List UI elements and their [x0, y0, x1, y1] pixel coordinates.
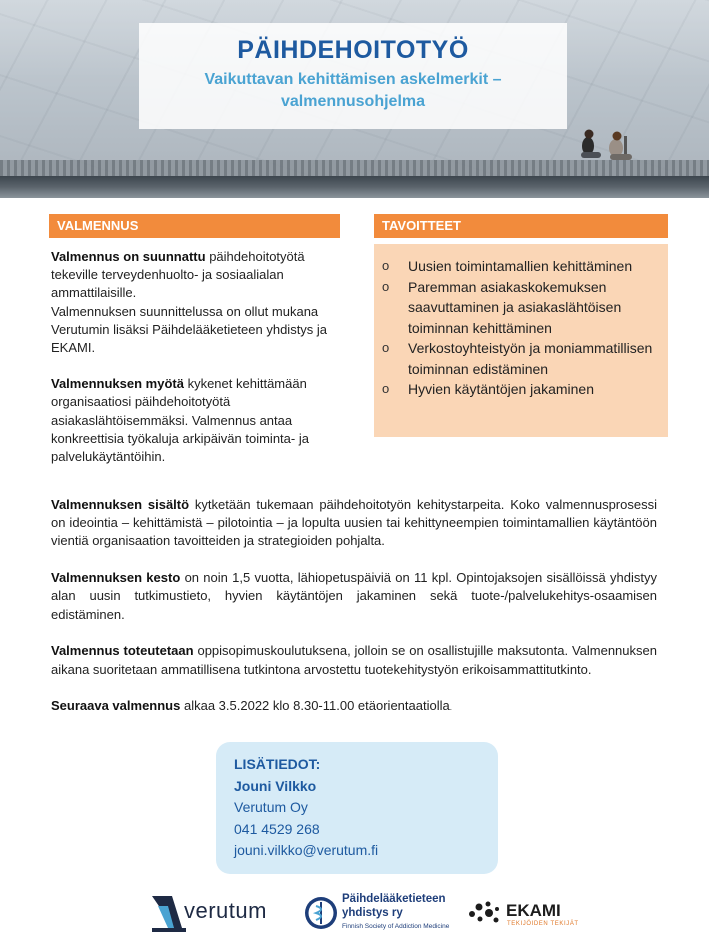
section-header-tavoitteet: TAVOITTEET — [374, 214, 668, 238]
contact-box — [216, 742, 498, 874]
seuraava-text: alkaa 3.5.2022 klo 8.30-11.00 etäorientaatiolla — [183, 698, 450, 714]
verutum-logo — [152, 890, 282, 934]
tavoitteet-list — [382, 256, 658, 400]
section-header-valmennus: VALMENNUS — [49, 214, 340, 238]
subtitle-line-1: Vaikuttavan kehittämisen askelmerkit – — [204, 71, 502, 88]
goal-text: Uusien toimintamallien kehittäminen — [408, 258, 633, 274]
seuraava-paragraph — [51, 697, 657, 717]
valmennus-paragraph-1 — [51, 248, 351, 303]
contact-email[interactable]: jouni.vilkko@verutum.fi — [234, 842, 379, 858]
kesto-paragraph — [51, 569, 657, 624]
ekami-wordmark: EKAMI — [506, 901, 561, 920]
bullet-circle-icon: o — [382, 258, 390, 273]
valmennus-p3-bold: Valmennuksen myötä — [51, 376, 184, 392]
kesto-bold: Valmennuksen kesto — [51, 570, 181, 586]
valmennus-p1-bold: Valmennus on suunnattu — [51, 249, 206, 264]
toteutus-paragraph — [51, 642, 657, 678]
verutum-wordmark: verutum — [184, 898, 267, 923]
ekami-logo — [466, 898, 579, 932]
seuraava-bold: Seuraava valmennus — [51, 698, 181, 714]
contact-phone: 041 4529 268 — [234, 820, 320, 837]
goal-text: Verkostoyhteistyön ja moniammatillisen toiminnan edistäminen — [408, 340, 653, 377]
list-item — [382, 277, 658, 339]
title-box — [139, 23, 567, 129]
list-item — [382, 256, 658, 277]
hero-people-photo — [572, 122, 642, 168]
seuraava-end: . — [449, 703, 452, 713]
page-subtitle — [139, 69, 567, 113]
valmennus-p1-text: päihdehoitotyötä tekeville terveydenhuolto- ja sosiaalialan ammattilaisille. — [51, 249, 305, 301]
verutum-mark-icon — [152, 892, 186, 932]
bullet-circle-icon: o — [382, 340, 390, 355]
list-item — [382, 338, 658, 379]
sisalto-bold: Valmennuksen sisältö — [51, 497, 190, 512]
toteutus-bold: Valmennus toteutetaan — [51, 643, 194, 659]
contact-company: Verutum Oy — [234, 799, 308, 815]
list-item — [382, 379, 658, 400]
caduceus-emblem-icon — [304, 892, 338, 934]
body-text — [51, 496, 657, 736]
ekami-dots-icon — [466, 898, 502, 928]
contact-heading: LISÄTIEDOT: — [234, 756, 321, 772]
hero-water-reflection — [0, 176, 709, 198]
bullet-circle-icon: o — [382, 381, 390, 396]
bullet-circle-icon: o — [382, 278, 390, 294]
toteutus-text: oppisopimuskoulutuksena, jolloin se on osallistujille maksutonta. Valmennuksen aikana suoritetaan ammatillisena tutkintona arvostettu tuotekehitystyön erikoisammattitutkinto. — [51, 643, 657, 677]
ekami-tagline: TEKIJÖIDEN TEKIJÄT — [507, 921, 579, 927]
tavoitteet-box — [374, 244, 668, 437]
goal-text: Paremman asiakaskokemuksen saavuttaminen ja asiakaslähtöisen toiminnan kehittäminen — [408, 278, 622, 336]
contact-name: Jouni Vilkko — [234, 777, 317, 794]
paihde-name-english: Finnish Society of Addiction Medicine — [342, 923, 450, 930]
sisalto-paragraph — [51, 496, 657, 551]
valmennus-text — [51, 248, 351, 466]
paihde-name-line1: Päihdelääketieteen — [342, 893, 446, 905]
paihde-name-line2: yhdistys ry — [342, 907, 403, 919]
valmennus-p3-text: kykenet kehittämään organisaatiosi päihdehoitotyötä asiakaslähtöisemmäksi. Valmennus antaa konkreettisia työkaluja arkipäivän toiminta- ja palvelukäytäntöihin. — [51, 376, 309, 465]
page-title: PÄIHDEHOITOTYÖ — [237, 36, 469, 64]
goal-text: Hyvien käytäntöjen jakaminen — [408, 381, 594, 397]
valmennus-paragraph-3 — [51, 375, 351, 466]
sisalto-text: kytketään tukemaan päihdehoitotyön kehitystarpeita. Koko valmennusprosessi on ideointia – kehittämistä – pilotointia – ja lopulta uusien tai kehittyneempien toimintamallien käytäntöön vientiä organisaation tavoitteiden ja strategioiden pohjalta. — [51, 497, 657, 549]
hero-banner — [0, 0, 709, 198]
valmennus-paragraph-2: Valmennuksen suunnittelussa on ollut mukana Verutumin lisäksi Päihdelääketieteen yhdistys ja EKAMI. — [51, 303, 328, 356]
kesto-text: on noin 1,5 vuotta, lähiopetuspäiviä on 11 kpl. Opintojaksojen sisällöissä yhdistyy alan uusin tutkimustieto, hyvien käytäntöjen jakaminen sekä tuote-/palvelukehitys-osaamisen edistäminen. — [51, 570, 657, 622]
subtitle-line-2: valmennusohjelma — [280, 93, 426, 110]
paihdelaaketiede-logo — [304, 890, 450, 936]
